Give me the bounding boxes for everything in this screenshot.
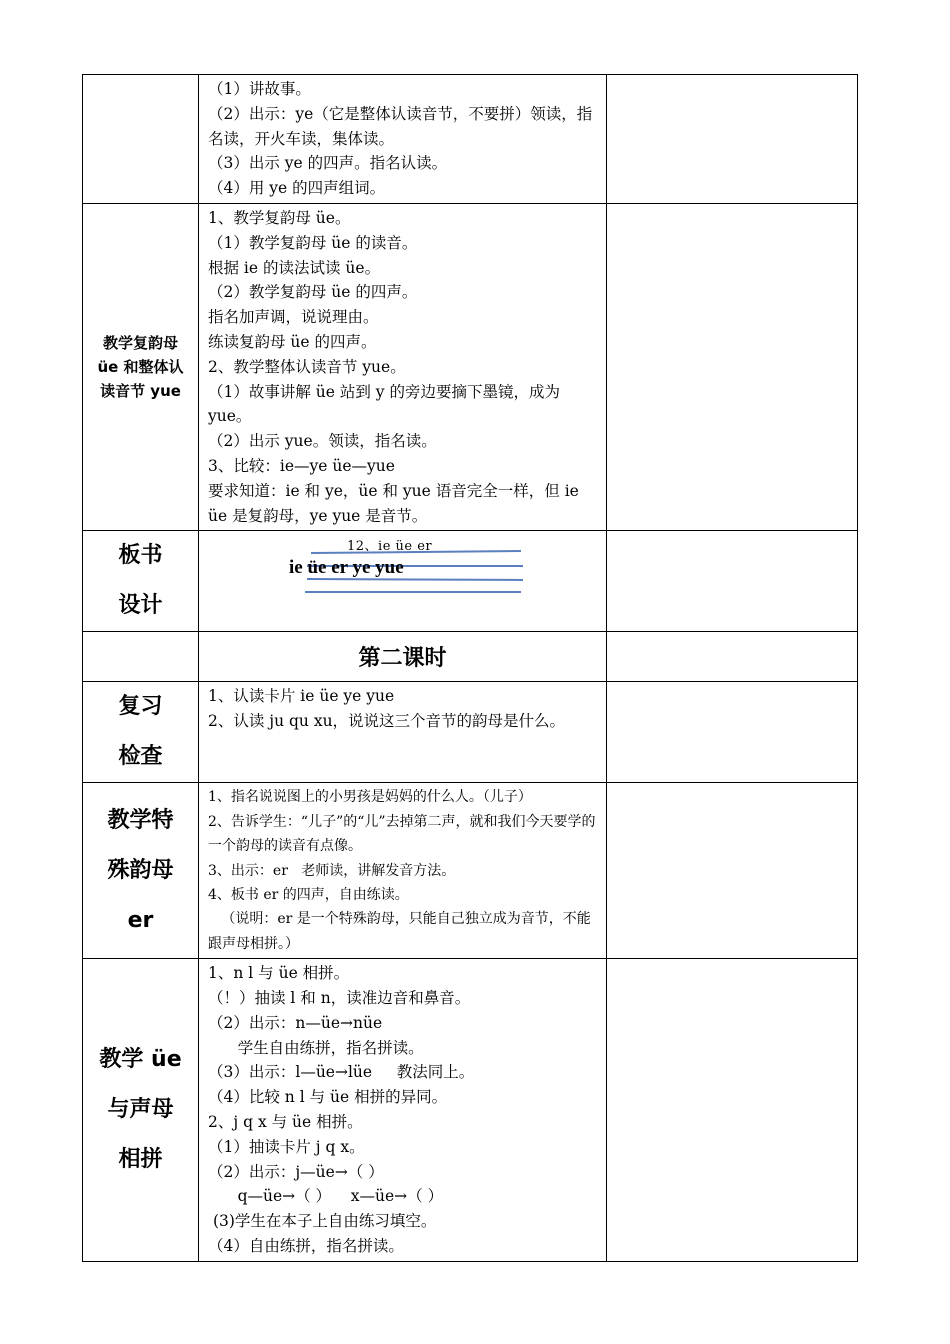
content-line: （1）故事讲解 üe 站到 y 的旁边要摘下墨镜，成为 yue。 [208,382,565,426]
table-row [83,682,858,783]
row-label-line: 相拼 [118,1146,163,1172]
row-label-line: 检查 [118,744,163,770]
row-notes [607,632,858,682]
board-caption: 12、ie üe er [347,539,433,555]
content-line: 4、板书 er 的四声，自由练读。 [208,886,409,903]
session-title: 第二课时 [199,632,607,682]
content-line: 1、n l 与 üe 相拼。 [208,964,350,983]
row-label-line: 教学复韵母 [102,334,178,353]
content-line: 指名加声调，说说理由。 [208,308,379,327]
row-label [83,203,199,530]
lesson-plan-table [82,74,858,1262]
content-line: （2）教学复韵母 üe 的四声。 [208,283,418,302]
row-notes [607,959,858,1262]
row-label-empty [83,75,199,204]
content-line: 2、告诉学生：“儿子”的“儿”去掉第二声，就和我们今天要学的一个韵母的读音有点像。 [208,813,596,855]
content-line: （2）出示：n—üe→nüe [208,1013,383,1032]
content-line: 要求知道：ie 和 ye，üe 和 yue 语音完全一样，但 ie üe 是复韵母，ye yue 是音节。 [208,481,584,525]
content-line: 3、出示：er 老师读，讲解发音方法。 [208,862,456,879]
table-row [83,783,858,959]
row-label-empty [83,632,199,682]
content-line: 1、指名说说图上的小男孩是妈妈的什么人。（儿子） [208,789,532,806]
row-notes [607,531,858,632]
content-line: （1）抽读卡片 j q x。 [208,1137,365,1156]
row-label [83,682,199,783]
content-line: （！）抽读 l 和 n，读准边音和鼻音。 [208,988,471,1007]
content-line: （3）出示 ye 的四声。指名认读。 [208,154,448,173]
table-row [83,75,858,204]
board-design-cell [199,531,607,632]
board-design [199,531,606,631]
row-notes [607,75,858,204]
content-line: 2、认读 ju qu xu，说说这三个音节的韵母是什么。 [208,712,566,731]
content-line: （4）比较 n l 与 üe 相拼的异同。 [208,1088,448,1107]
row-label-line: 殊韵母 [107,857,174,883]
row-content [199,783,607,959]
content-line: 练读复韵母 üe 的四声。 [208,332,377,351]
content-line: （4）自由练拼，指名拼读。 [208,1236,404,1255]
content-line: （说明：er 是一个特殊韵母，只能自己独立成为音节，不能跟声母相拼。） [208,911,591,952]
row-label-line: 与声母 [107,1096,174,1122]
content-line: （3）出示：l—üe→lüe 教法同上。 [208,1063,475,1082]
content-line: 3、比较：ie—ye üe—yue [208,456,395,475]
row-label [83,783,199,959]
content-line: 1、认读卡片 ie üe ye yue [208,687,395,706]
content-line: （2）出示：ye（它是整体认读音节，不要拼）领读，指名读，开火车读，集体读。 [208,104,593,148]
row-content [199,203,607,530]
content-line: 2、j q x 与 üe 相拼。 [208,1112,363,1131]
table-row [83,959,858,1262]
content-line: （2）出示：j—üe→（ ） [208,1162,384,1181]
row-notes [607,203,858,530]
board-line [307,579,523,580]
board-main-text: ie üe er ye yue [289,557,404,579]
content-line: 学生自由练拼，指名拼读。 [208,1038,424,1057]
row-content [199,959,607,1262]
content-line: （1）讲故事。 [208,80,311,98]
table-row [83,632,858,682]
row-label-line: 教学 üe [99,1046,182,1072]
row-label-line: er [127,907,154,933]
content-line: （2）出示 yue。领读，指名读。 [208,432,437,451]
table-row [83,531,858,632]
row-notes [607,682,858,783]
row-notes [607,783,858,959]
table-row [83,203,858,530]
content-line: (3)学生在本子上自由练习填空。 [208,1212,437,1231]
content-line: 根据 ie 的读法试读 üe。 [208,258,381,277]
row-content [199,75,607,204]
content-line: 2、教学整体认读音节 yue。 [208,357,406,376]
content-line: （1）教学复韵母 üe 的读音。 [208,233,418,252]
row-label-line: 教学特 [107,807,174,833]
row-label [83,531,199,632]
row-label-line: 读音节 yue [100,382,181,401]
row-label-line: 复习 [118,694,163,720]
row-label-line: üe 和整体认 [97,358,184,377]
row-content [199,682,607,783]
content-line: 1、教学复韵母 üe。 [208,208,351,227]
row-label-line: 设计 [118,593,163,619]
content-line: （4）用 ye 的四声组词。 [208,179,386,198]
row-label [83,959,199,1262]
row-label-line: 板书 [118,543,163,569]
content-line: q—üe→（ ） x—üe→（ ） [208,1187,444,1206]
